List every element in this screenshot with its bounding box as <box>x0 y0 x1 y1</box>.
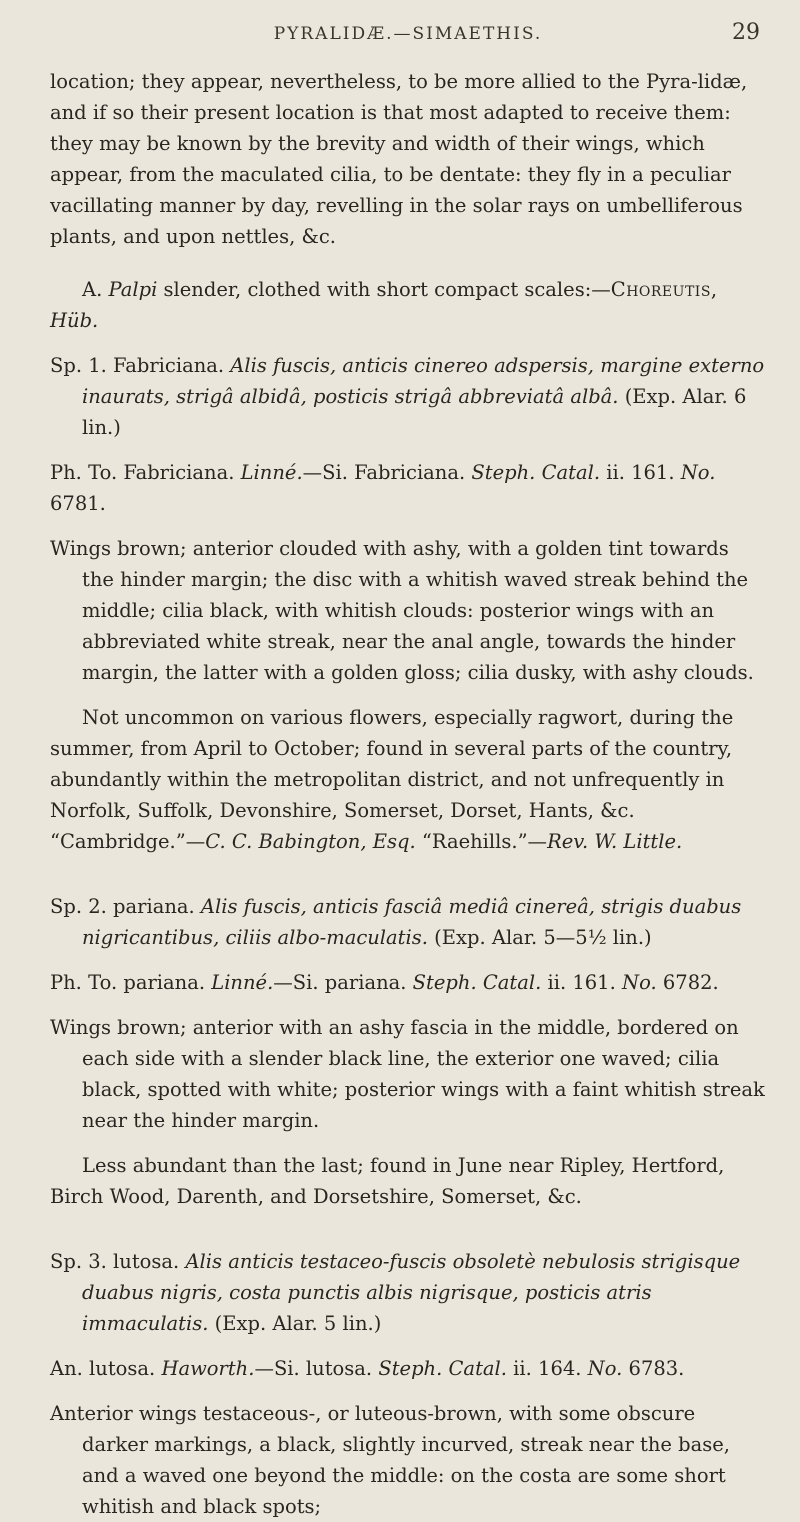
synonymy-line <box>50 457 766 519</box>
running-head <box>50 20 766 50</box>
synonym-no: No. <box>680 461 716 484</box>
genus-character: slender, clothed with short compact scales:— <box>157 278 611 301</box>
synonym-no: No. <box>587 1357 623 1380</box>
synonym-label: Ph. To. pariana. <box>50 971 206 994</box>
running-title: PYRALIDÆ.—SIMAETHIS. <box>273 24 543 44</box>
synonymy-line <box>50 967 766 998</box>
synonym-label: An. lutosa. <box>50 1357 156 1380</box>
synonym-label: Ph. To. Fabriciana. <box>50 461 235 484</box>
synonym-number: 6782. <box>662 971 719 994</box>
intro-paragraph: location; they appear, nevertheless, to be more allied to the Pyra-lidæ, and if so their present location is that most adapted to receive them: they may be known by the brevity and width of their wings, which appear, from the maculated cilia, to be dentate: they fly in a peculiar vacillating manner by day, revelling in the solar rays on umbelliferous plants, and upon nettles, &c. <box>50 70 748 248</box>
species-description: Anterior wings testaceous-, or luteous-brown, with some obscure darker markings, a black, slightly incurved, streak near the base, and a waved one beyond the middle: on the costa are some short whitish and black spots; <box>50 1402 730 1518</box>
habitat-locality: “Raehills.”— <box>415 830 548 853</box>
species-label: Sp. 2. pariana. <box>50 895 195 918</box>
species-habitat: Less abundant than the last; found in June near Ripley, Hertford, Birch Wood, Darenth, and Dorsetshire, Somerset, &c. <box>50 1154 725 1208</box>
species-description: Wings brown; anterior with an ashy fascia in the middle, bordered on each side with a slender black line, the exterior one waved; cilia black, spotted with white; posterior wings with a faint whitish streak near the hinder margin. <box>50 1016 765 1132</box>
species-label: Sp. 1. Fabriciana. <box>50 354 225 377</box>
synonym-number: 6783. <box>628 1357 685 1380</box>
habitat-authority: Rev. W. Little. <box>547 830 683 853</box>
synonym-author: Linné. <box>211 971 274 994</box>
species-diagnosis: Alis fuscis, anticis cinereo adspersis, margine externo inaurats, strigâ albidâ, posticis strigâ abbreviatâ albâ. <box>82 354 765 408</box>
synonymy-line <box>50 1353 766 1384</box>
genus-name: Choreutis, <box>610 278 718 301</box>
synonym-name: —Si. lutosa. <box>254 1357 373 1380</box>
synonym-no: No. <box>622 971 657 994</box>
species-label: Sp. 3. lutosa. <box>50 1250 180 1273</box>
species-heading <box>50 891 766 953</box>
body-text <box>50 66 766 1522</box>
synonym-page: ii. 161. <box>606 461 675 484</box>
synonym-author: Linné. <box>240 461 303 484</box>
species-heading <box>50 1246 766 1339</box>
species-diagnosis: Alis anticis testaceo-fuscis obsoletè nebulosis strigisque duabus nigris, costa punctis albis nigrisque, posticis atris immaculatis. <box>82 1250 741 1335</box>
species-expanse: (Exp. Alar. 5—5½ lin.) <box>434 926 652 949</box>
species-expanse: (Exp. Alar. 5 lin.) <box>214 1312 382 1335</box>
species-habitat <box>50 702 766 857</box>
synonym-author: Haworth. <box>161 1357 255 1380</box>
genus-palpi: Palpi <box>108 278 158 301</box>
genus-paragraph <box>50 274 766 336</box>
synonym-name: —Si. pariana. <box>273 971 407 994</box>
synonym-page: ii. 161. <box>547 971 616 994</box>
habitat-text: Not uncommon on various flowers, especially ragwort, during the summer, from April to October; found in several parts of the country, abundantly within the metropolitan district, and not unfrequently in Norfolk, Suffolk, Devonshire, Somerset, Dorset, Hants, &c. “Cambridge.”— <box>50 706 734 853</box>
habitat-authority: C. C. Babington, Esq. <box>205 830 416 853</box>
species-expanse: (Exp. Alar. 6 lin.) <box>82 385 747 439</box>
page-number: 29 <box>732 20 760 45</box>
synonym-reference: Steph. Catal. <box>412 971 542 994</box>
species-heading <box>50 350 766 443</box>
synonym-number: 6781. <box>50 492 106 515</box>
species-diagnosis: Alis fuscis, anticis fasciâ mediâ cinereâ, strigis duabus nigricantibus, ciliis albo-maculatis. <box>82 895 742 949</box>
synonym-page: ii. 164. <box>513 1357 582 1380</box>
synonym-reference: Steph. Catal. <box>471 461 601 484</box>
species-description: Wings brown; anterior clouded with ashy, with a golden tint towards the hinder margin; the disc with a whitish waved streak behind the middle; cilia black, with whitish clouds: posterior wings with an abbreviated white streak, near the anal angle, towards the hinder margin, the latter with a golden gloss; cilia dusky, with ashy clouds. <box>50 537 754 684</box>
genus-author: Hüb. <box>50 309 99 332</box>
synonym-name: —Si. Fabriciana. <box>302 461 466 484</box>
synonym-reference: Steph. Catal. <box>378 1357 507 1380</box>
genus-letter: A. <box>82 278 103 301</box>
